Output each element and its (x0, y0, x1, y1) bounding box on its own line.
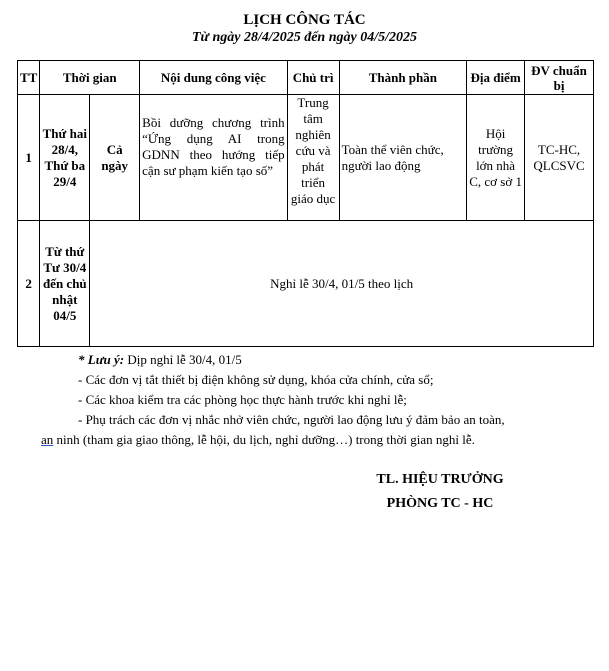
header-prep: ĐV chuẩn bị (525, 61, 594, 95)
row-content: Bồi dưỡng chương trình “Ứng dụng AI trong GDNN theo hướng tiếp cận sư phạm kiến tạo số” (140, 95, 287, 221)
underlined-word: an (41, 432, 54, 447)
page-title: LỊCH CÔNG TÁC (243, 12, 366, 28)
row-prep: TC-HC, QLCSVC (525, 95, 594, 221)
row-session: Cả ngày (90, 95, 140, 221)
table-header-row (18, 61, 594, 95)
note-label: * Lưu ý: (78, 352, 125, 367)
table-row (18, 95, 594, 221)
note-intro (78, 350, 505, 370)
row-participants: Toàn thể viên chức, người lao động (339, 95, 467, 221)
row-lead: Trung tâm nghiên cứu và phát triển giáo dục (287, 95, 339, 221)
header-participants: Thành phần (339, 61, 467, 95)
schedule-table (17, 60, 594, 347)
note-item: - Các khoa kiểm tra các phòng học thực hành trước khi nghỉ lễ; (78, 392, 407, 407)
signature-department: PHÒNG TC - HC (386, 496, 494, 511)
note-intro-text: Dịp nghỉ lễ 30/4, 01/5 (127, 352, 242, 367)
header-location: Địa điểm (467, 61, 525, 95)
note-item-continuation (41, 430, 505, 450)
header-lead: Chủ trì (287, 61, 339, 95)
note-item: - Các đơn vị tắt thiết bị điện không sử dụng, khóa cửa chính, cửa sổ; (78, 372, 434, 387)
row-day: Từ thứ Tư 30/4 đến chủ nhật 04/5 (40, 221, 90, 347)
row-tt: 1 (18, 95, 40, 221)
header-time: Thời gian (40, 61, 140, 95)
header-tt: TT (18, 61, 40, 95)
header-content: Nội dung công việc (140, 61, 287, 95)
row-location: Hội trường lớn nhà C, cơ sở 1 (467, 95, 525, 221)
row-tt: 2 (18, 221, 40, 347)
row-day: Thứ hai 28/4, Thứ ba 29/4 (40, 95, 90, 221)
note-item: - Phụ trách các đơn vị nhắc nhở viên chức, người lao động lưu ý đảm bảo an toàn, (78, 412, 505, 427)
notes-section (41, 350, 505, 450)
signature-title: TL. HIỆU TRƯỞNG (376, 472, 504, 487)
table-row (18, 221, 594, 347)
row-merged-note: Nghỉ lễ 30/4, 01/5 theo lịch (90, 221, 594, 347)
continuation-text: ninh (tham gia giao thông, lễ hội, du lịch, nghỉ dưỡng…) trong thời gian nghỉ lễ. (56, 432, 475, 447)
date-range-subtitle: Từ ngày 28/4/2025 đến ngày 04/5/2025 (192, 30, 417, 45)
